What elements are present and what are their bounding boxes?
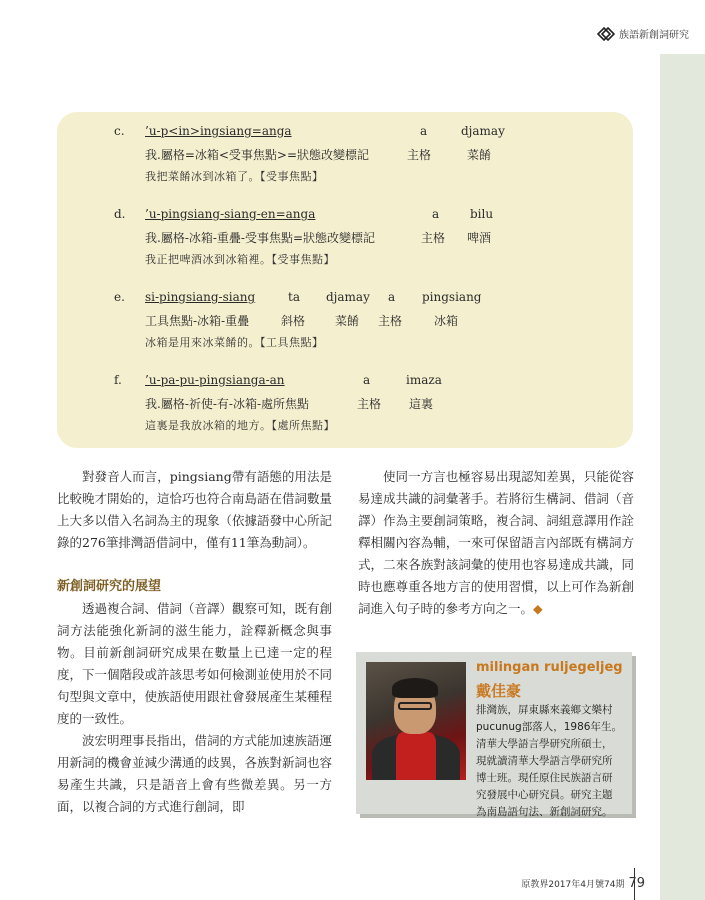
gloss-word: ’u-pa-pu-pingsianga-an [145,373,285,387]
gloss-word: 啤酒 [467,231,492,245]
gloss-word: 我.屬格-冰箱-重疊-受事焦點=狀態改變標記 [145,231,376,245]
gloss-word: 菜餚 [335,314,360,328]
example-translation: 我把菜餚冰到冰箱了。【受事焦點】 [145,170,324,183]
diamond-logo-icon [597,27,615,41]
gloss-word: a [388,290,396,304]
author-name-en: milingan ruljegeljeg [476,660,623,675]
gloss-word: 菜餚 [467,148,492,162]
gloss-word: 主格 [421,231,446,245]
gloss-word: 工具焦點-冰箱-重疊 [145,314,250,328]
author-name-zh: 戴佳豪 [476,682,522,700]
gloss-word: a [363,373,371,387]
page-number: 79 [628,876,645,891]
gloss-word: 主格 [378,314,403,328]
author-bio-card [356,652,632,818]
series-title [597,26,689,41]
gloss-word: 斜格 [281,314,306,328]
paragraph: 波宏明理事長指出，借詞的方式能加速族語運用新詞的機會並減少溝通的歧異，各族對新詞也容易產生共識，只是語音上會有些微差異。另一方面，以複合詞的方式進行創詞，即 [57,733,333,814]
gloss-word: 我.屬格-祈使-有-冰箱-處所焦點 [145,397,310,411]
gloss-word: djamay [461,124,505,138]
example-letter: d. [114,207,126,221]
gloss-word: si-pingsiang-siang [145,290,256,304]
gloss-word: bilu [470,207,494,221]
gloss-word: 這裏 [409,397,434,411]
gloss-word: 我.屬格=冰箱<受事焦點>=狀態改變標記 [145,148,370,162]
left-column [57,466,332,818]
example-translation: 這裏是我放冰箱的地方。【處所焦點】 [145,419,335,432]
gloss-word: 主格 [357,397,382,411]
example-translation: 我正把啤酒冰到冰箱裡。【受事焦點】 [145,253,335,266]
example-box [57,112,633,448]
gloss-word: 冰箱 [434,314,459,328]
paragraph: 對發音人而言，pingsiang帶有語態的用法是比較晚才開始的，這恰巧也符合南島語在借詞數量上大多以借入名詞為主的現象（依據語發中心所記錄的276筆排灣語借詞中，僅有11筆為動詞）。 [57,469,333,550]
section-heading: 新創詞研究的展望 [57,579,162,594]
gloss-word: 主格 [407,148,432,162]
end-diamond-icon: ◆ [533,601,543,616]
right-column [358,466,634,620]
example-translation: 冰箱是用來冰菜餚的。【工具焦點】 [145,336,324,349]
footer [521,876,645,891]
example-letter: f. [114,373,122,387]
paragraph: 透過複合詞、借詞（音譯）觀察可知，既有創詞方法能強化新詞的滋生能力，詮釋新概念與事物。目前新創詞研究成果在數量上已達一定的程度，下一個階段或許該思考如何檢測並使用於不同句型與文章中，使族語使用跟社會發展產生某種程度的一致性。 [57,601,333,726]
gloss-word: imaza [406,373,442,387]
gloss-word: ’u-pingsiang-siang-en=anga [145,207,316,221]
author-bio-text [364,702,622,821]
gloss-word: pingsiang [422,290,482,304]
gloss-word: djamay [326,290,370,304]
gloss-word: ta [288,290,300,304]
footer-issue: 原教界2017年4月號74期 [521,880,625,890]
paragraph-text: 使同一方言也極容易出現認知差異，只能從容易達成共識的詞彙著手。若將衍生構詞、借詞（音譯）作為主要創詞策略，複合詞、詞組意譯用作詮釋相關內容為輔，一來可保留語言內部既有構詞方式，二來各族對該詞彙的使用也容易達成共識，同時也應尊重各地方言的使用習慣，以上可作為新創詞進入句子時的參考方向之一。 [358,469,634,616]
gloss-word: a [420,124,428,138]
example-letter: e. [114,290,125,304]
paragraph [358,466,634,620]
series-title-text: 族語新創詞研究 [619,30,689,41]
example-letter: c. [114,124,125,138]
gloss-word: ’u-p<in>ingsiang=anga [145,124,292,138]
author-bio-paragraph: 排灣族，屏東縣來義鄉文樂村pucunug部落人，1986年生。清華大學語言學研究所碩士，現就讀清華大學語言學研究所博士班。現任原住民族語言研究發展中心研究員。研究主題為南島語句法、新創詞研究。 [476,704,622,818]
gloss-word: a [432,207,440,221]
